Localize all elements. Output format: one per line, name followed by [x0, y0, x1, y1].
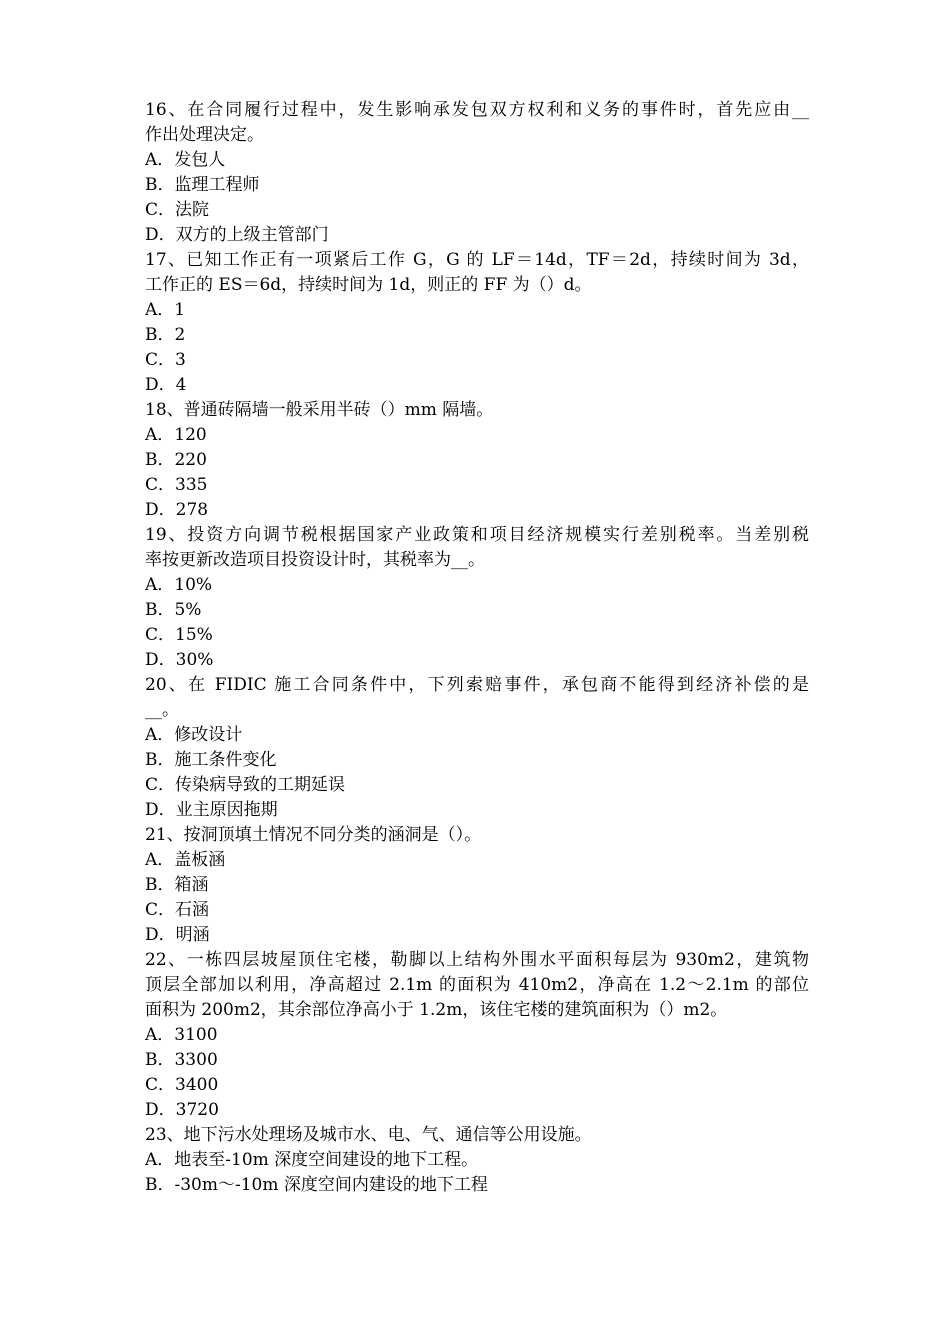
question-18-option-c: C．335 — [145, 475, 208, 495]
question-22-line-3: 面积为 200m2，其余部位净高小于 1.2m，该住宅楼的建筑面积为（）m2。 — [145, 1000, 728, 1020]
question-22-line-1: 22、一栋四层坡屋顶住宅楼，勒脚以上结构外围水平面积每层为 930m2，建筑物 — [145, 950, 809, 970]
question-18-option-a: A．120 — [145, 425, 207, 445]
question-16-line-1: 16、在合同履行过程中，发生影响承发包双方权利和义务的事件时，首先应由__ — [145, 100, 809, 120]
question-18-option-d: D．278 — [145, 500, 209, 520]
question-16-option-a: A．发包人 — [145, 150, 226, 170]
question-17-option-c: C．3 — [145, 350, 186, 370]
question-19-line-2: 率按更新改造项目投资设计时，其税率为__。 — [145, 550, 485, 570]
question-17-option-b: B．2 — [145, 325, 186, 345]
question-21-line-1: 21、按洞顶填土情况不同分类的涵洞是（）。 — [145, 825, 482, 845]
question-20-option-c: C．传染病导致的工期延误 — [145, 775, 346, 795]
question-22-option-b: B．3300 — [145, 1050, 218, 1070]
question-20-option-d: D．业主原因拖期 — [145, 800, 278, 820]
question-19-line-1: 19、投资方向调节税根据国家产业政策和项目经济规模实行差别税率。当差别税 — [145, 525, 809, 545]
question-17-line-1: 17、已知工作正有一项紧后工作 G，G 的 LF＝14d，TF＝2d，持续时间为 3d， — [145, 250, 809, 270]
question-21-option-d: D．明涵 — [145, 925, 210, 945]
question-16-option-b: B．监理工程师 — [145, 175, 260, 195]
question-21-option-c: C．石涵 — [145, 900, 210, 920]
question-20-option-b: B．施工条件变化 — [145, 750, 277, 770]
question-20-line-1: 20、在 FIDIC 施工合同条件中，下列索赔事件，承包商不能得到经济补偿的是 — [145, 675, 809, 695]
question-19-option-d: D．30% — [145, 650, 214, 670]
question-17-option-d: D．4 — [145, 375, 187, 395]
question-21-option-a: A．盖板涵 — [145, 850, 226, 870]
question-20-option-a: A．修改设计 — [145, 725, 243, 745]
question-21-option-b: B．箱涵 — [145, 875, 209, 895]
question-23-line-1: 23、地下污水处理场及城市水、电、气、通信等公用设施。 — [145, 1125, 592, 1145]
question-19-option-c: C．15% — [145, 625, 213, 645]
question-22-option-d: D．3720 — [145, 1100, 219, 1120]
question-16-option-d: D．双方的上级主管部门 — [145, 225, 329, 245]
question-16-line-2: 作出处理决定。 — [145, 125, 264, 145]
question-22-option-a: A．3100 — [145, 1025, 218, 1045]
question-19-option-b: B．5% — [145, 600, 202, 620]
question-16-option-c: C．法院 — [145, 200, 210, 220]
question-17-option-a: A．1 — [145, 300, 186, 320]
question-20-line-2: __。 — [145, 700, 179, 720]
question-23-option-a: A．地表至-10m 深度空间建设的地下工程。 — [145, 1150, 479, 1170]
question-23-option-b: B．-30m～-10m 深度空间内建设的地下工程 — [145, 1175, 488, 1195]
question-22-option-c: C．3400 — [145, 1075, 219, 1095]
question-18-line-1: 18、普通砖隔墙一般采用半砖（）mm 隔墙。 — [145, 400, 494, 420]
document-page — [145, 98, 809, 1198]
question-17-line-2: 工作正的 ES＝6d，持续时间为 1d，则正的 FF 为（）d。 — [145, 275, 592, 295]
question-19-option-a: A．10% — [145, 575, 213, 595]
question-22-line-2: 顶层全部加以利用，净高超过 2.1m 的面积为 410m2，净高在 1.2～2.1m 的部位 — [145, 975, 809, 995]
question-18-option-b: B．220 — [145, 450, 207, 470]
